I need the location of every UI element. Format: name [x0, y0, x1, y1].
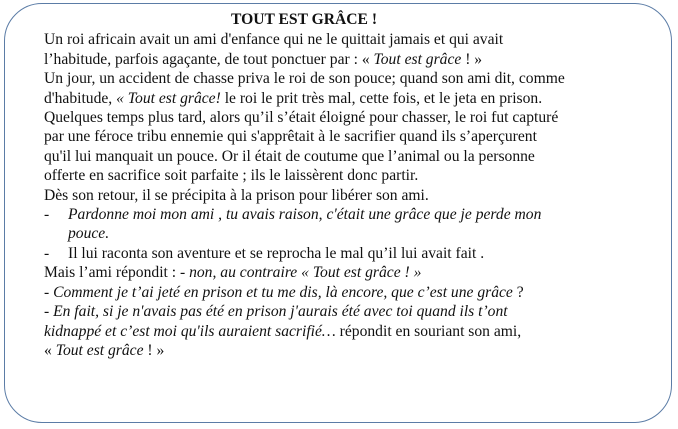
story-line-12 — [44, 302, 664, 321]
italic-segment: Tout est grâce — [55, 341, 144, 359]
italic-segment: « Tout est grâce! — [116, 89, 221, 107]
story-line-8 — [44, 166, 664, 185]
story-line-10 — [44, 263, 664, 282]
text-segment: Un roi africain avait un ami d'enfance qui ne le quittait jamais et qui avait — [44, 31, 504, 49]
italic-segment: - non, au contraire « Tout est grâce ! » — [180, 264, 422, 282]
italic-segment: - En fait, si je n'avais pas été en prison j'aurais été avec toi quand ils t’ont — [44, 303, 508, 321]
text-segment: le roi le prit très mal, cette fois, et le jeta en prison. — [220, 89, 543, 107]
story-line-5 — [44, 108, 664, 127]
text-segment: Mais l’ami répondit : — [44, 264, 180, 282]
story-line-14 — [44, 341, 664, 360]
text-segment: qu'il lui manquait un pouce. Or il était de coutume que l’animal ou la personne — [44, 147, 535, 165]
story-line-13 — [44, 322, 664, 341]
story-line-6 — [44, 127, 664, 146]
text-segment: l’habitude, parfois agaçante, de tout ponctuer par : « — [44, 50, 374, 68]
italic-segment: Tout est grâce — [373, 50, 462, 68]
text-segment: offerte en sacrifice soit parfaite ; ils le laissèrent donc partir. — [44, 167, 419, 185]
italic-segment: pouce. — [68, 225, 110, 243]
narration-bullet-2 — [44, 244, 664, 263]
text-segment: Dès son retour, il se précipita à la prison pour libérer son ami. — [44, 186, 429, 204]
dialogue-bullet-1 — [44, 205, 664, 224]
text-segment: ? — [512, 283, 524, 301]
italic-segment: - Comment je t’ai jeté en prison et tu me dis, là encore, que c’est une grâce — [44, 283, 513, 301]
text-segment: Quelques temps plus tard, alors qu’il s’était éloigné pour chasser, le roi fut capturé — [44, 109, 559, 127]
story-line-9 — [44, 186, 664, 205]
text-segment: Un jour, un accident de chasse priva le roi de son pouce; quand son ami dit, comme — [44, 70, 565, 88]
bullet-dash: - — [44, 244, 50, 262]
story-line-2 — [44, 50, 664, 69]
story-title: TOUT EST GRÂCE ! — [230, 11, 378, 28]
text-segment: ! » — [461, 50, 483, 68]
story-body — [44, 10, 664, 360]
text-segment: « — [44, 341, 56, 359]
italic-segment: Pardonne moi mon ami , tu avais raison, c'était une grâce que je perde mon — [68, 206, 542, 224]
text-segment: par une féroce tribu ennemie qui s'apprêtait à le sacrifier quand ils s’aperçurent — [44, 128, 537, 146]
text-segment: répondit en souriant son ami, — [335, 322, 522, 340]
story-line-7 — [44, 147, 664, 166]
text-segment: d'habitude, — [44, 89, 117, 107]
story-line-4 — [44, 89, 664, 108]
text-segment: Il lui raconta son aventure et se reprocha le mal qu’il lui avait fait . — [68, 244, 485, 262]
italic-segment: kidnappé et c’est moi qu'ils auraient sacrifié… — [44, 322, 336, 340]
text-segment: ! » — [143, 341, 165, 359]
story-line-1 — [44, 30, 664, 49]
dialogue-bullet-1-continued — [44, 224, 664, 243]
bullet-dash: - — [44, 206, 50, 224]
story-line-11 — [44, 283, 664, 302]
story-line-3 — [44, 69, 664, 88]
